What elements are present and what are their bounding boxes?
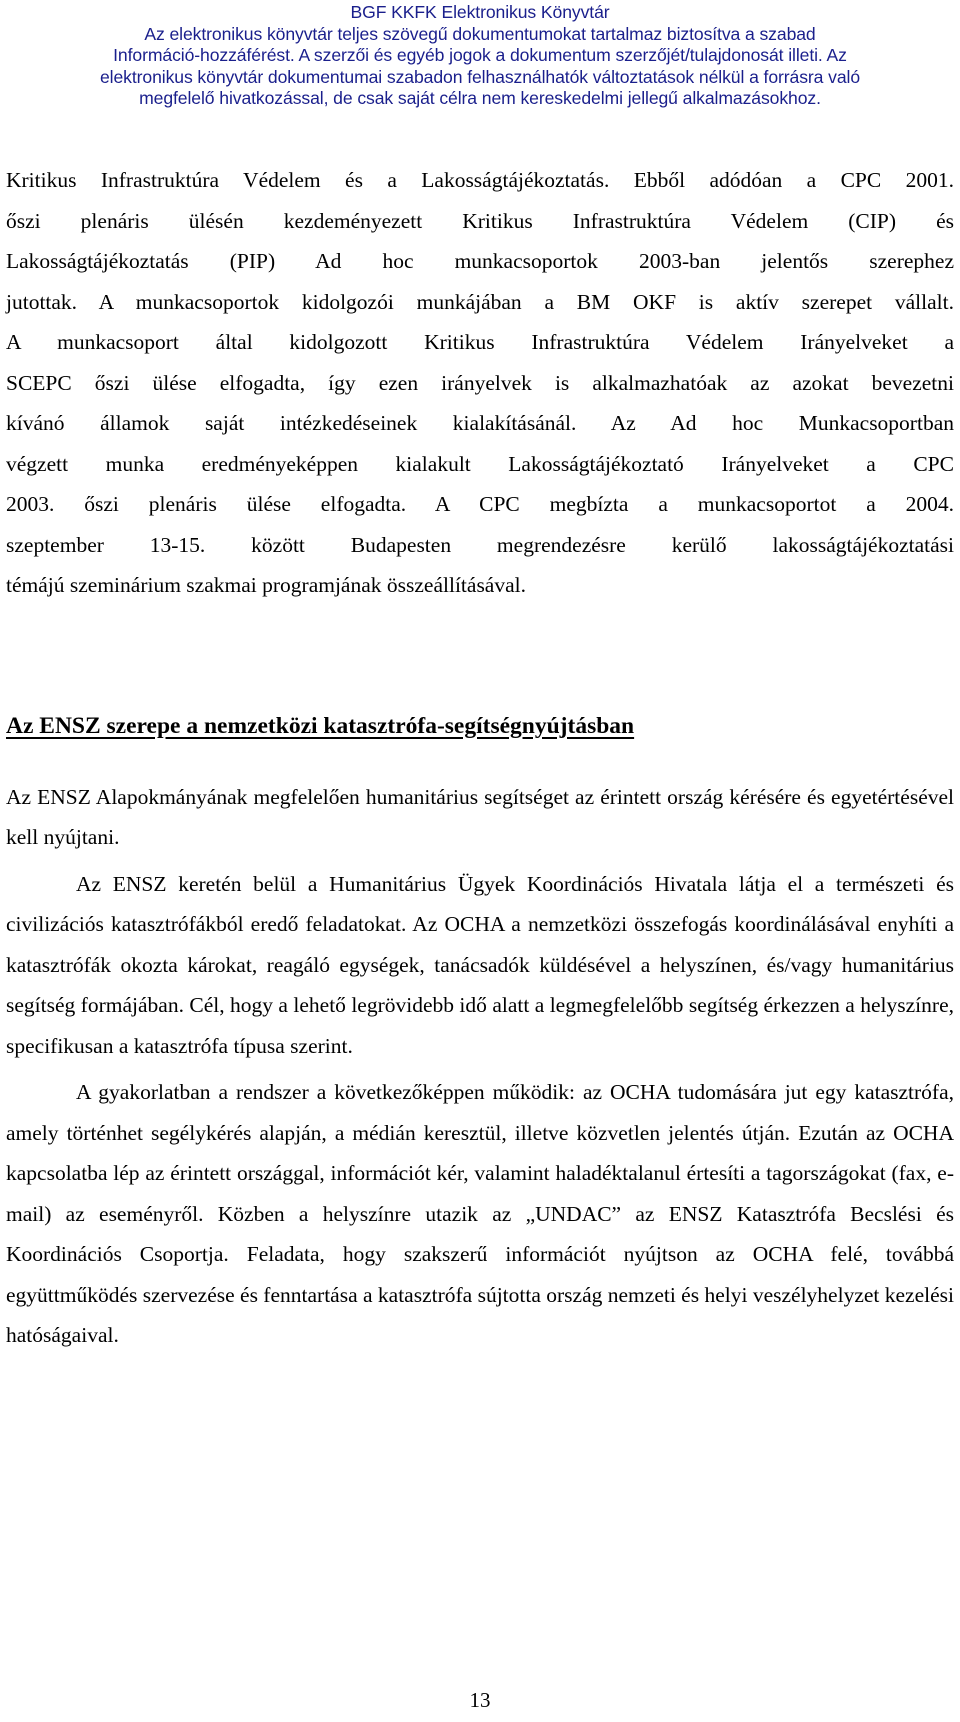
document-body	[6, 160, 954, 1356]
header-line-1: BGF KKFK Elektronikus Könyvtár	[350, 2, 610, 22]
header-line-4: elektronikus könyvtár dokumentumai szabadon felhasználhatók változtatások nélkül a forrásra való	[99, 66, 861, 87]
section-paragraph-2: Az ENSZ keretén belül a Humanitárius Ügyek Koordinációs Hivatala látja el a természeti és civilizációs katasztrófákból eredő feladatokat. Az OCHA a nemzetközi összefogás koordinálásával enyhíti a katasztrófák okozta károkat, reagáló egységek, tanácsadók küldésével a helyszínen, és/vagy humanitárius segítség formájában. Cél, hogy a lehető legrövidebb idő alatt a legmegfelelőbb segítség érkezzen a helyszínre, specifikusan a katasztrófa típusa szerint.	[6, 871, 954, 1058]
section-paragraph-3: A gyakorlatban a rendszer a következőképpen működik: az OCHA tudomására jut egy katasztrófa, amely történhet segélykérés alapján, a médián keresztül, illetve közvetlen jelentés útján. Ezután az OCHA kapcsolatba lép az érintett országgal, információt kér, valamint haladéktalanul értesíti a tagországokat (fax, e-mail) az eseményről. Közben a helyszínre utazik az „UNDAC” az ENSZ Katasztrófa Becslési és Koordinációs Csoportja. Feladata, hogy szakszerű információt nyújtson az OCHA felé, továbbá együttműködés szervezése és fenntartása a katasztrófa sújtotta ország nemzeti és helyi veszélyhelyzet kezelési hatóságaival.	[6, 1080, 954, 1347]
header-line-2: Az elektronikus könyvtár teljes szövegű dokumentumokat tartalmaz biztosítva a szabad	[144, 23, 816, 44]
intro-line-2: őszi plenáris ülésén kezdeményezett Kritikus Infrastruktúra Védelem (CIP) és	[6, 208, 954, 233]
page-number: 13	[469, 1688, 491, 1712]
intro-line-6: SCEPC őszi ülése elfogadta, így ezen irányelvek is alkalmazhatóak az azokat bevezetni	[6, 370, 954, 395]
header-line-5: megfelelő hivatkozással, de csak saját célra nem kereskedelmi jellegű alkalmazásokhoz.	[139, 88, 821, 108]
intro-line-10: szeptember 13-15. között Budapesten megrendezésre kerülő lakosságtájékoztatási	[6, 532, 954, 557]
intro-paragraph	[6, 160, 954, 606]
intro-line-11: témájú szeminárium szakmai programjának összeállításával.	[6, 573, 526, 597]
intro-line-3: Lakosságtájékoztatás (PIP) Ad hoc munkacsoportok 2003-ban jelentős szerephez	[6, 249, 954, 273]
intro-line-4: jutottak. A munkacsoportok kidolgozói munkájában a BM OKF is aktív szerepet vállalt.	[6, 289, 954, 314]
header-line-3: Információ-hozzáférést. A szerzői és egyéb jogok a dokumentum szerzőjét/tulajdonosát illeti. Az	[113, 45, 847, 65]
section-title: Az ENSZ szerepe a nemzetközi katasztrófa-segítségnyújtásban	[6, 712, 635, 739]
intro-line-8: végzett munka eredményeképpen kialakult Lakosságtájékoztató Irányelveket a CPC	[6, 451, 954, 476]
intro-line-9: 2003. őszi plenáris ülése elfogadta. A CPC megbízta a munkacsoportot a 2004.	[6, 492, 954, 516]
intro-line-1: Kritikus Infrastruktúra Védelem és a Lakosságtájékoztatás. Ebből adódóan a CPC 2001.	[6, 168, 954, 192]
intro-line-7: kívánó államok saját intézkedéseinek kialakításánál. Az Ad hoc Munkacsoportban	[6, 411, 954, 435]
library-header	[0, 2, 960, 110]
section-paragraph-1: Az ENSZ Alapokmányának megfelelően humanitárius segítséget az érintett ország kérésére és egyetértésével kell nyújtani.	[6, 784, 954, 849]
intro-line-5: A munkacsoport által kidolgozott Kritikus Infrastruktúra Védelem Irányelveket a	[6, 330, 954, 354]
